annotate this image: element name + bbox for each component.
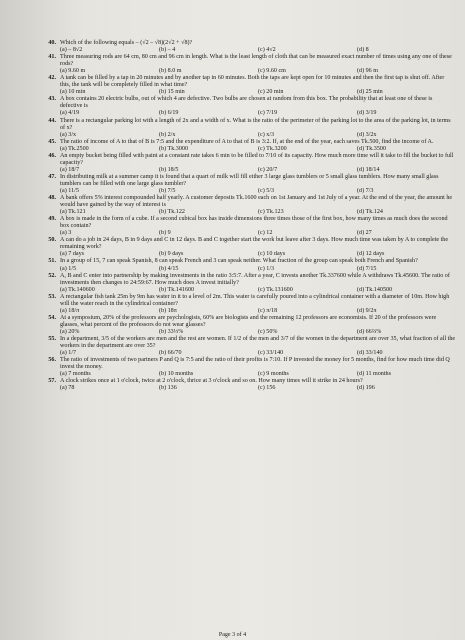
question-text: A, B and C enter into partnership by making investments in the ratio 3:5:7. After a year, C invests another Tk.337600 while A withdraws Tk.45600. The ratio of investments then changes to 24:59:67. How much does A invest initially?: [60, 272, 450, 286]
question-item: [38, 378, 456, 392]
question-text: A tank can be filled by a tap in 20 minutes and by another tap in 60 minutes. Both the taps are kept open for 10 minutes and then the first tap is shut off. After this, the tank will be completely filled in what time?: [60, 75, 445, 89]
question-text: An empty bucket being filled with paint at a constant rate takes 6 min to be filled to 7/10 of its capacity. How much more time will it take to fill the bucket to full capacity?: [60, 152, 454, 166]
answer-option: (a) 4/19: [60, 110, 80, 117]
question-text: A bank offers 5% interest compounded half yearly. A customer deposits Tk.1600 each on 1st January and 1st July of a year. At the end of the year, the amount he would have gained by the way of interest is: [60, 195, 453, 209]
answer-option: (a) 3: [60, 230, 72, 237]
answer-option: (c) Tk.131600: [258, 286, 293, 293]
answer-option: (d) 66⅔%: [357, 328, 382, 335]
answer-option: (a) Tk.2500: [60, 145, 89, 152]
answer-option: (b) 8.0 m: [159, 68, 182, 75]
answer-option: (a) 1/7: [60, 350, 77, 357]
question-number: 48.: [48, 195, 56, 202]
answer-option: (d) 33/140: [357, 350, 383, 357]
answer-option: (d) 7/3: [357, 187, 374, 194]
question-item: [38, 153, 456, 174]
answer-option: (a) 18/7: [60, 166, 80, 173]
question-item: [38, 273, 456, 294]
answer-option: (c) 50%: [258, 328, 278, 335]
answer-options: [60, 146, 456, 153]
answer-option: (a) 7 days: [60, 251, 85, 258]
answer-option: (c) 10 days: [258, 251, 286, 258]
answer-option: (a) 20%: [60, 328, 80, 335]
question-number: 53.: [48, 293, 56, 300]
answer-option: (a) Tk.121: [60, 209, 86, 216]
answer-options: [60, 167, 456, 174]
answer-option: (a) 18/π: [60, 307, 80, 314]
answer-option: (d) 11 months: [357, 371, 391, 378]
question-item: [38, 54, 456, 75]
question-item: [38, 40, 456, 54]
question-text: Which of the following equals – (√2 – √8)(2√2 + √8)?: [60, 40, 193, 46]
answer-option: (c) x/3: [258, 131, 275, 138]
answer-option: (c) 1/3: [258, 265, 275, 272]
question-number: 51.: [48, 258, 56, 265]
question-item: [38, 195, 456, 216]
question-item: [38, 357, 456, 378]
question-item: [38, 96, 456, 117]
question-item: [38, 216, 456, 237]
answer-option: (d) 3/19: [357, 110, 377, 117]
answer-option: (c) 4√2: [258, 47, 276, 54]
answer-option: (a) 9.60 m: [60, 68, 86, 75]
answer-option: (a) 78: [60, 385, 75, 392]
question-item: [38, 336, 456, 357]
answer-option: (c) 7/19: [258, 110, 278, 117]
answer-option: (c) 20/7: [258, 166, 278, 173]
question-number: 45.: [48, 138, 56, 145]
answer-option: (b) 18π: [159, 307, 177, 314]
answer-option: (c) 5/3: [258, 187, 275, 194]
question-number: 52.: [48, 272, 56, 279]
answer-option: (d) 12 days: [357, 251, 385, 258]
answer-option: (c) 9.60 cm: [258, 68, 286, 75]
answer-option: (b) 4/15: [159, 265, 179, 272]
answer-option: (d) 27: [357, 230, 372, 237]
answer-option: (c) Tk.123: [258, 209, 284, 216]
question-text: A box contains 20 electric bulbs, out of which 4 are defective. Two bulbs are chosen at random from this box. The probability that at least one of these is defective is: [60, 96, 433, 110]
answer-option: (a) 3/x: [60, 131, 77, 138]
question-number: 49.: [48, 216, 56, 223]
question-number: 42.: [48, 75, 56, 82]
answer-option: (b) 10 months: [159, 371, 194, 378]
answer-option: (a) 1/5: [60, 265, 77, 272]
answer-option: (b) Tk.3000: [159, 145, 188, 152]
answer-option: (b) 18/5: [159, 166, 179, 173]
answer-option: (b) 6/19: [159, 110, 179, 117]
answer-options: [60, 371, 456, 378]
answer-option: (c) Tk.3200: [258, 145, 287, 152]
question-item: [38, 75, 456, 96]
question-number: 41.: [48, 54, 56, 61]
question-number: 46.: [48, 152, 56, 159]
answer-option: (d) 25 min: [357, 89, 383, 96]
answer-options: [60, 266, 456, 273]
question-item: [38, 118, 456, 139]
question-text: A can do a job in 24 days, B in 9 days and C in 12 days. B and C together start the work but leave after 3 days. How much time was taken by A to complete the remaining work?: [60, 237, 449, 251]
answer-option: (c) π/18: [258, 307, 278, 314]
question-item: [38, 237, 456, 258]
question-number: 57.: [48, 378, 56, 385]
answer-option: (c) 20 min: [258, 89, 284, 96]
question-text: A box is made in the form of a cube. If a second cubical box has inside dimensions three times those of the first box, how many times as much does the second box contain?: [60, 216, 448, 230]
question-text: In a group of 15, 7 can speak Spanish, 8 can speak French and 3 can speak neither. What fraction of the group can speak both French and Spanish?: [60, 258, 418, 265]
question-text: The ratio of income of A to that of B is 7:5 and the expenditure of A to that of B is 3:2. If, at the end of the year, each saves Tk.500, find the income of A.: [60, 138, 434, 145]
answer-option: (b) 15 min: [159, 89, 185, 96]
answer-option: (a) 11/5: [60, 187, 79, 194]
answer-option: (b) Tk.141600: [159, 286, 195, 293]
answer-option: (b) 7/5: [159, 187, 176, 194]
answer-option: (d) 8: [357, 47, 369, 54]
answer-option: (d) 96 m: [357, 68, 378, 75]
answer-option: (c) 9 months: [258, 371, 289, 378]
answer-option: (c) 156: [258, 385, 276, 392]
answer-option: (a) 10 min: [60, 89, 86, 96]
answer-option: (d) Tk.3500: [357, 145, 386, 152]
answer-option: (b) Tk.122: [159, 209, 185, 216]
question-number: 55.: [48, 335, 56, 342]
answer-option: (a) – 8√2: [60, 47, 83, 54]
question-text: Three measuring rods are 64 cm, 80 cm and 96 cm in length. What is the least length of cloth that can be measured exact number of times using any one of these rods?: [60, 54, 452, 68]
answer-option: (d) 18/14: [357, 166, 380, 173]
answer-option: (d) 7/15: [357, 265, 377, 272]
answer-option: (d) 9/2π: [357, 307, 377, 314]
question-item: [38, 258, 456, 272]
answer-option: (b) 9: [159, 230, 171, 237]
question-number: 50.: [48, 237, 56, 244]
question-item: [38, 174, 456, 195]
answer-option: (b) 33⅓%: [159, 328, 184, 335]
question-item: [38, 139, 456, 153]
question-number: 43.: [48, 96, 56, 103]
answer-option: (a) Tk.140600: [60, 286, 95, 293]
answer-option: (c) 12: [258, 230, 273, 237]
page-footer: Page 3 of 4: [218, 632, 247, 638]
answer-option: (b) 2/x: [159, 131, 176, 138]
answer-options: [60, 329, 456, 336]
question-text: In distributing milk at a summer camp it is found that a quart of milk will fill either 3 large glass tumblers or 5 small glass tumblers. How many small glass tumblers can be filled with one large glass tumbler?: [60, 173, 439, 187]
answer-options: [60, 385, 456, 392]
answer-options: [60, 287, 456, 294]
question-number: 56.: [48, 357, 56, 364]
question-text: The ratio of investments of two partners P and Q is 7:5 and the ratio of their profits is 7:10. If P invested the money for 5 months, find for how much time did Q invest the money.: [60, 357, 450, 371]
answer-option: (b) 66/70: [159, 350, 182, 357]
answer-options: [60, 132, 456, 139]
answer-option: (d) 3/2x: [357, 131, 377, 138]
question-text: There is a rectangular parking lot with a length of 2x and a width of x. What is the ratio of the perimeter of the parking lot to the area of the parking lot, in terms of x?: [60, 117, 451, 131]
answer-options: [60, 188, 456, 195]
question-number: 40.: [48, 40, 56, 46]
answer-option: (b) – 4: [159, 47, 176, 54]
answer-option: (b) 9 days: [159, 251, 184, 258]
question-number: 54.: [48, 314, 56, 321]
answer-options: [60, 110, 456, 117]
question-text: A clock strikes once at 1 o'clock, twice at 2 o'clock, thrice at 3 o'clock and so on. How many times will it strike in 24 hours?: [60, 378, 363, 385]
answer-option: (a) 7 months: [60, 371, 91, 378]
question-item: [38, 294, 456, 315]
answer-option: (b) 136: [159, 385, 177, 392]
question-item: [38, 315, 456, 336]
question-text: In a department, 3/5 of the workers are men and the rest are women. If 1/2 of the men and 3/7 of the women in the department are over 35, what fraction of all the workers in the department are over 35?: [60, 335, 456, 350]
question-number: 47.: [48, 173, 56, 180]
answer-option: (d) Tk.140500: [357, 286, 393, 293]
question-text: At a symposium, 20% of the professors are psychologists, 60% are biologists and the remaining 12 professors are economists. If 20 of the professors were glasses, what percent of the professors do not wear glasses?: [60, 314, 437, 328]
question-text: A rectangular fish tank 25m by 9m has water in it to a level of 2m. This water is carefully poured into a cylindrical container with a diameter of 10m. How high will the water reach in the cylindrical container?: [60, 293, 450, 307]
answer-option: (d) 196: [357, 385, 375, 392]
answer-options: [60, 308, 456, 315]
answer-option: (c) 33/140: [258, 350, 284, 357]
answer-option: (d) Tk.124: [357, 209, 383, 216]
question-number: 44.: [48, 117, 56, 124]
question-list: [38, 40, 456, 392]
